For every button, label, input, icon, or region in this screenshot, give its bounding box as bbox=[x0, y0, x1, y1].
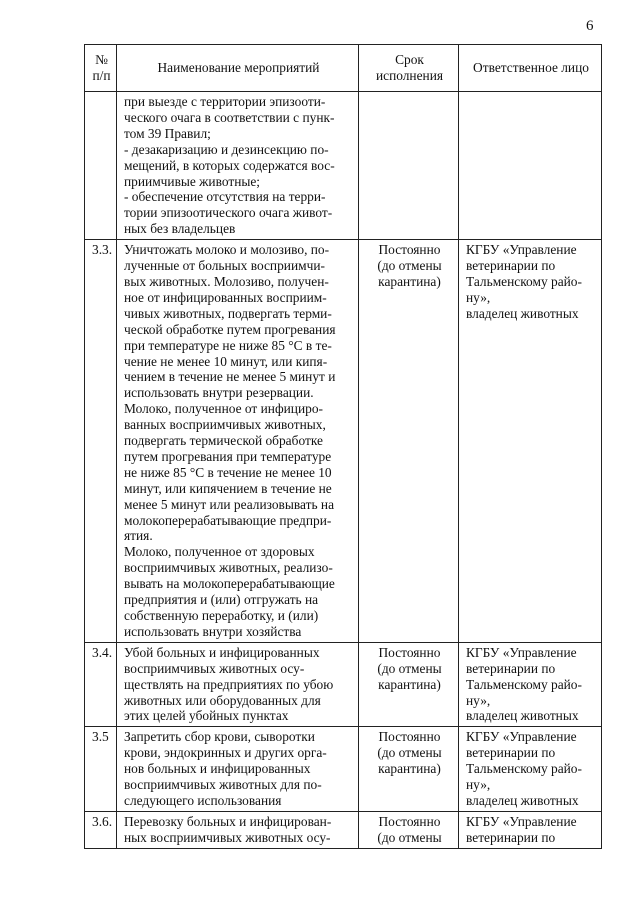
measure-text-line: молокоперерабатывающие предпри- bbox=[124, 512, 332, 528]
header-num-line: п/п bbox=[92, 68, 111, 83]
table-row bbox=[85, 240, 602, 643]
responsible-person bbox=[459, 727, 602, 812]
measure-text-line: Молоко, полученное от инфициро- bbox=[124, 401, 323, 417]
measure-text-line: Убой больных и инфицированных bbox=[124, 644, 320, 660]
measure-text-line: ных без владельцев bbox=[124, 221, 236, 237]
deadline-text-line: Постоянно bbox=[378, 813, 441, 829]
measure-text-line: восприимчивых животных, реализо- bbox=[124, 560, 333, 576]
measure-text-line: том 39 Правил; bbox=[124, 125, 211, 141]
measure-text-line: восприимчивых животных осу- bbox=[124, 660, 305, 676]
header-name: Наименование мероприятий bbox=[117, 45, 359, 92]
measure-text-line: лученные от больных восприимчи- bbox=[124, 258, 325, 274]
header-term-line: Срок bbox=[395, 52, 424, 68]
measure-description bbox=[117, 811, 359, 848]
measure-text-line: этих целей убойных пунктах bbox=[124, 708, 289, 724]
responsible-person bbox=[459, 92, 602, 240]
deadline-text-line: Постоянно bbox=[378, 644, 441, 660]
deadline-text-line: Постоянно bbox=[378, 729, 441, 745]
responsible-text-line: КГБУ «Управление bbox=[466, 813, 577, 829]
deadline bbox=[359, 811, 459, 848]
responsible-person bbox=[459, 811, 602, 848]
responsible-text-line: ну», bbox=[466, 777, 491, 793]
measure-text-line: чивых животных, подвергать терми- bbox=[124, 305, 332, 321]
deadline-text-line: карантина) bbox=[378, 676, 441, 692]
measure-text-line: Перевозку больных и инфицирован- bbox=[124, 813, 332, 829]
row-number: 3.6. bbox=[85, 811, 117, 848]
responsible-text-line: владелец животных bbox=[466, 792, 579, 808]
deadline-text-line: (до отмены bbox=[377, 745, 442, 761]
measure-text-line: чением в течение не менее 5 минут и bbox=[124, 369, 336, 385]
measure-text-line: при температуре не ниже 85 °С в те- bbox=[124, 337, 332, 353]
responsible-person bbox=[459, 642, 602, 727]
measure-description bbox=[117, 240, 359, 643]
measure-text-line: Уничтожать молоко и молозиво, по- bbox=[124, 242, 330, 258]
measure-description bbox=[117, 92, 359, 240]
measure-text-line: собственную переработку, и (или) bbox=[124, 608, 319, 623]
measure-text-line: ческого очага в соответствии с пунк- bbox=[124, 109, 335, 125]
responsible-text-line: Тальменскому райо- bbox=[466, 676, 582, 692]
header-num-line: № bbox=[95, 52, 108, 68]
measure-description bbox=[117, 727, 359, 812]
measure-text-line: следующего использования bbox=[124, 792, 282, 808]
deadline bbox=[359, 727, 459, 812]
measure-text-line: ванных восприимчивых животных, bbox=[124, 417, 326, 433]
table-row bbox=[85, 642, 602, 727]
responsible-text-line: владелец животных bbox=[466, 708, 579, 724]
measure-text-line: восприимчивых животных для по- bbox=[124, 777, 322, 793]
measure-text-line: ятия. bbox=[124, 528, 153, 544]
responsible-text-line: ветеринарии по bbox=[466, 258, 556, 274]
responsible-text-line: ветеринарии по bbox=[466, 745, 556, 761]
row-number: 3.5 bbox=[85, 727, 117, 812]
measure-text-line: приимчивые животные; bbox=[124, 173, 261, 189]
measure-text-line: ное от инфицированных восприим- bbox=[124, 289, 327, 305]
row-number: 3.3. bbox=[85, 240, 117, 643]
responsible-text-line: ну», bbox=[466, 692, 491, 708]
page-number: 6 bbox=[586, 18, 594, 34]
measure-text-line: тории эпизоотического очага живот- bbox=[124, 205, 333, 221]
table-row bbox=[85, 811, 602, 848]
responsible-text-line: владелец животных bbox=[466, 305, 579, 321]
measures-table bbox=[84, 44, 602, 849]
deadline bbox=[359, 240, 459, 643]
row-number bbox=[85, 92, 117, 240]
header-term-line: исполнения bbox=[375, 68, 444, 83]
measure-text-line: Молоко, полученное от здоровых bbox=[124, 544, 315, 560]
measure-description bbox=[117, 642, 359, 727]
row-number: 3.4. bbox=[85, 642, 117, 727]
responsible-text-line: ветеринарии по bbox=[466, 660, 556, 676]
responsible-text-line: ну», bbox=[466, 289, 491, 305]
measure-text-line: подвергать термической обработке bbox=[124, 433, 323, 449]
deadline-text-line: карантина) bbox=[378, 761, 441, 777]
deadline bbox=[359, 92, 459, 240]
table-row bbox=[85, 727, 602, 812]
deadline-text-line: (до отмены bbox=[377, 258, 442, 274]
table-header-row bbox=[85, 45, 602, 92]
measure-text-line: чение не менее 10 минут, или кипя- bbox=[124, 353, 328, 369]
deadline-text-line: Постоянно bbox=[378, 242, 441, 258]
measure-text-line: - дезакаризацию и дезинсекцию по- bbox=[124, 141, 329, 157]
measure-text-line: менее 5 минут или реализовывать на bbox=[124, 496, 335, 512]
measure-text-line: нов больных и инфицированных bbox=[124, 761, 311, 777]
measure-text-line: путем прогревания при температуре bbox=[124, 448, 332, 464]
deadline-text-line: (до отмены bbox=[377, 829, 442, 845]
measure-text-line: минут, или кипячением в течение не bbox=[124, 480, 332, 496]
deadline-text-line: карантина) bbox=[378, 273, 441, 289]
measure-text-line: при выезде с территории эпизооти- bbox=[124, 94, 326, 109]
measure-text-line: Запретить сбор крови, сыворотки bbox=[124, 729, 315, 745]
responsible-text-line: КГБУ «Управление bbox=[466, 644, 577, 660]
header-responsible: Ответственное лицо bbox=[459, 45, 602, 92]
measure-text-line: ческой обработке путем прогревания bbox=[124, 321, 336, 337]
measure-text-line: мещений, в которых содержатся вос- bbox=[124, 157, 335, 173]
measure-text-line: использовать внутри хозяйства bbox=[124, 623, 302, 639]
measure-text-line: ных восприимчивых животных осу- bbox=[124, 829, 331, 845]
measure-text-line: вывать на молокоперерабатывающие bbox=[124, 576, 335, 592]
responsible-person bbox=[459, 240, 602, 643]
header-num bbox=[85, 45, 117, 92]
measure-text-line: - обеспечение отсутствия на терри- bbox=[124, 189, 326, 205]
measure-text-line: крови, эндокринных и других орга- bbox=[124, 745, 327, 761]
measure-text-line: животных или оборудованных для bbox=[124, 692, 321, 708]
table-row bbox=[85, 92, 602, 240]
measure-text-line: использовать внутри резервации. bbox=[124, 385, 314, 401]
responsible-text-line: Тальменскому райо- bbox=[466, 273, 582, 289]
deadline bbox=[359, 642, 459, 727]
responsible-text-line: ветеринарии по bbox=[466, 829, 556, 845]
measure-text-line: не ниже 85 °С в течение не менее 10 bbox=[124, 464, 332, 480]
measure-text-line: ществлять на предприятиях по убою bbox=[124, 676, 334, 692]
responsible-text-line: Тальменскому райо- bbox=[466, 761, 582, 777]
responsible-text-line: КГБУ «Управление bbox=[466, 242, 577, 258]
header-term bbox=[359, 45, 459, 92]
measure-text-line: вых животных. Молозиво, получен- bbox=[124, 273, 329, 289]
responsible-text-line: КГБУ «Управление bbox=[466, 729, 577, 745]
measure-text-line: предприятия и (или) отгружать на bbox=[124, 592, 319, 608]
deadline-text-line: (до отмены bbox=[377, 660, 442, 676]
